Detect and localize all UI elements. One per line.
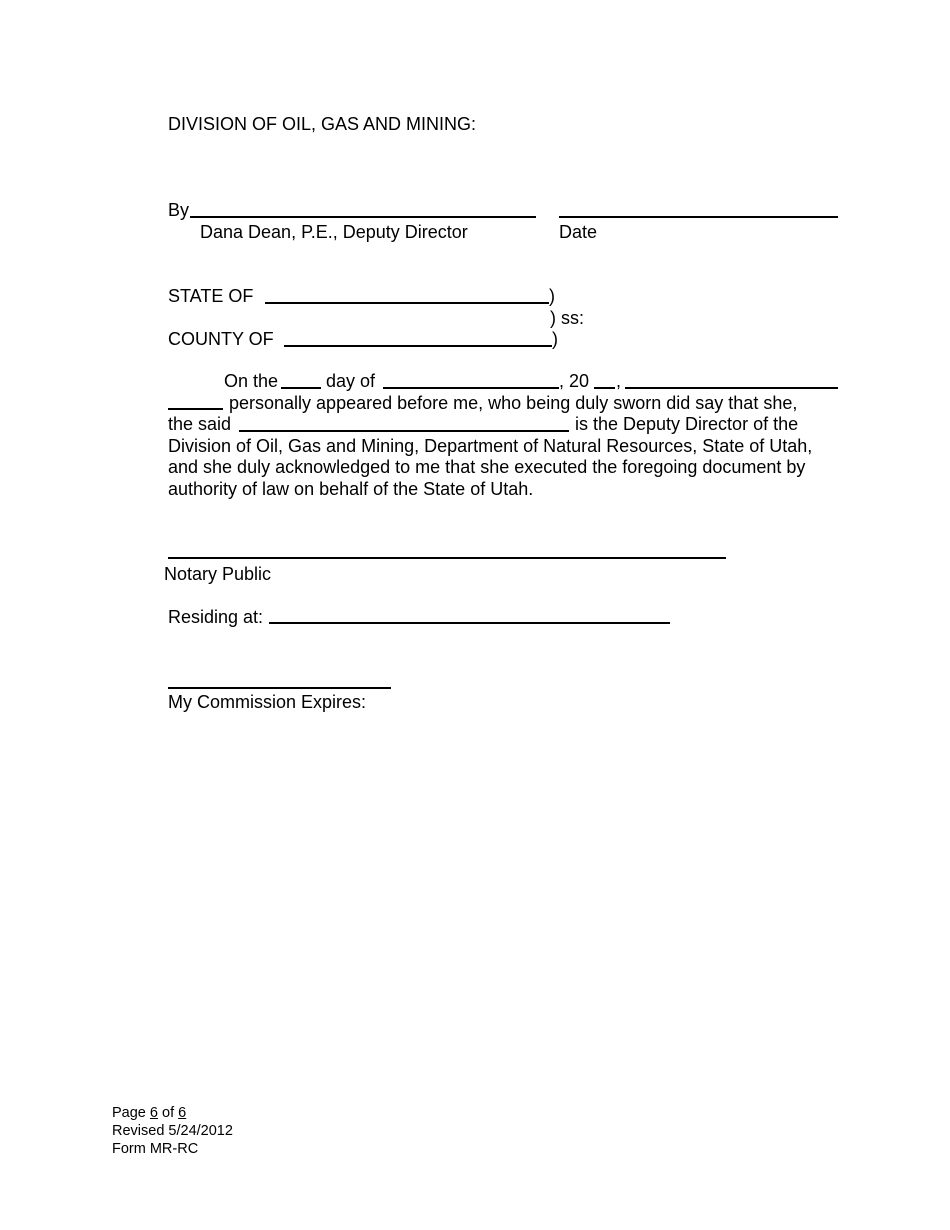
ack-line-5: authority of law on behalf of the State of Utah. (168, 479, 534, 499)
page-of: of (162, 1105, 175, 1121)
appeared-text: personally appeared before me, who being duly sworn did say that she, (229, 393, 798, 413)
page-footer (112, 1104, 233, 1158)
month-line[interactable] (383, 387, 559, 389)
comma-text: , (616, 371, 622, 391)
the-said-text: the said (168, 414, 232, 434)
ack-line-4: and she duly acknowledged to me that she executed the foregoing document by (168, 457, 806, 477)
day-of-text: day of (326, 371, 376, 391)
year-line[interactable] (594, 387, 615, 389)
state-paren: ) (549, 286, 555, 306)
county-paren: ) (552, 329, 558, 349)
name-continuation-line[interactable] (168, 408, 223, 410)
commission-line[interactable] (168, 687, 391, 689)
date-line[interactable] (559, 216, 838, 218)
state-line[interactable] (265, 302, 549, 304)
by-label: By (168, 200, 190, 220)
county-of-label: COUNTY OF (168, 329, 274, 349)
day-line[interactable] (281, 387, 321, 389)
county-line[interactable] (284, 345, 552, 347)
commission-expires-label: My Commission Expires: (168, 692, 367, 712)
on-the-text: On the (224, 371, 279, 391)
page-number (112, 1104, 233, 1122)
notary-public-label: Notary Public (164, 564, 272, 584)
page-prefix: Page (112, 1105, 146, 1121)
residing-line[interactable] (269, 622, 670, 624)
state-of-label: STATE OF (168, 286, 254, 306)
signature-line[interactable] (190, 216, 536, 218)
ss-label: ) ss: (550, 308, 584, 328)
page-total: 6 (178, 1105, 187, 1121)
said-name-line[interactable] (239, 430, 569, 432)
signer-name: Dana Dean, P.E., Deputy Director (200, 222, 468, 242)
division-title: DIVISION OF OIL, GAS AND MINING: (168, 114, 477, 134)
notary-signature-line[interactable] (168, 557, 726, 559)
date-label: Date (559, 222, 598, 242)
page-current: 6 (149, 1105, 158, 1121)
name-line[interactable] (625, 387, 838, 389)
is-deputy-text: is the Deputy Director of the (575, 414, 799, 434)
form-id: Form MR-RC (112, 1141, 199, 1157)
twenty-text: , 20 (559, 371, 590, 391)
residing-at-label: Residing at: (168, 607, 264, 627)
revised-date: Revised 5/24/2012 (112, 1123, 233, 1139)
ack-line-3: Division of Oil, Gas and Mining, Department of Natural Resources, State of Utah, (168, 436, 813, 456)
